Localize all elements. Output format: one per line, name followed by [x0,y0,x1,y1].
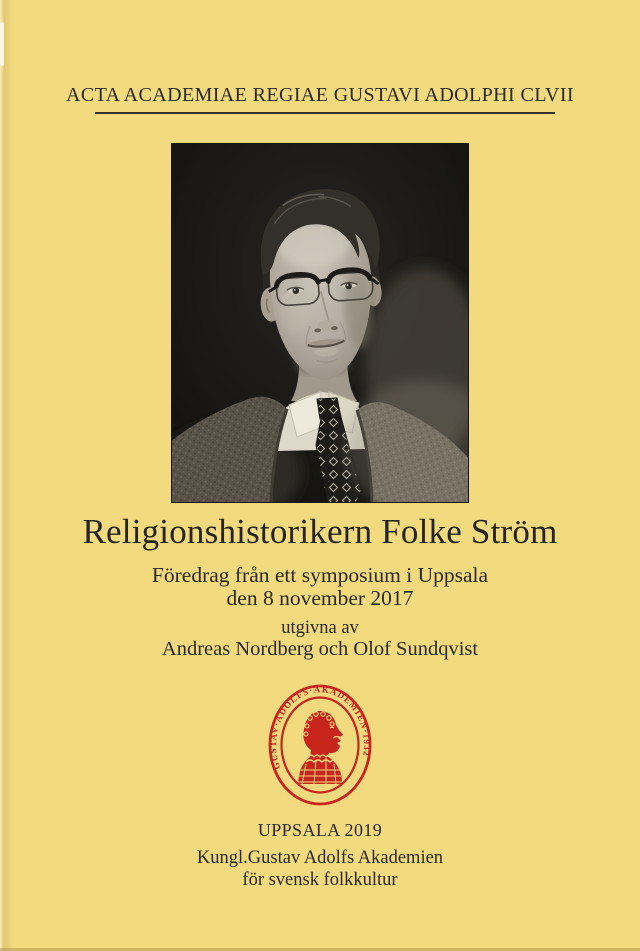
scan-corner-highlight [0,22,4,66]
place-year: UPPSALA 2019 [257,820,383,840]
subtitle-line-1: Föredrag från ett symposium i Uppsala [151,563,489,587]
publisher-line-2: för svensk folkkultur [242,869,398,890]
portrait-photo [171,143,469,503]
byline [0,618,640,661]
edited-by-label: utgivna av [281,618,359,638]
editors-names: Andreas Nordberg och Olof Sundqvist [161,638,479,660]
subtitle-line-2: den 8 november 2017 [226,586,414,610]
portrait-photo-drawing [171,143,469,503]
scan-edge-left [0,0,14,951]
academy-seal [268,684,372,806]
subtitle [0,564,640,610]
academy-seal-emblem [268,684,372,806]
seal-ring-text: GUSTAV·ADOLFS·AKADEMIEN·1932 [268,684,372,771]
series-divider [95,112,555,114]
book-title: Religionshistorikern Folke Ström [82,512,558,551]
publisher-line-1: Kungl.Gustav Adolfs Akademien [196,848,444,868]
publisher [0,848,640,891]
series-title: ACTA ACADEMIAE REGIAE GUSTAVI ADOLPHI CLVII [66,84,574,106]
seal-bust [298,711,343,784]
